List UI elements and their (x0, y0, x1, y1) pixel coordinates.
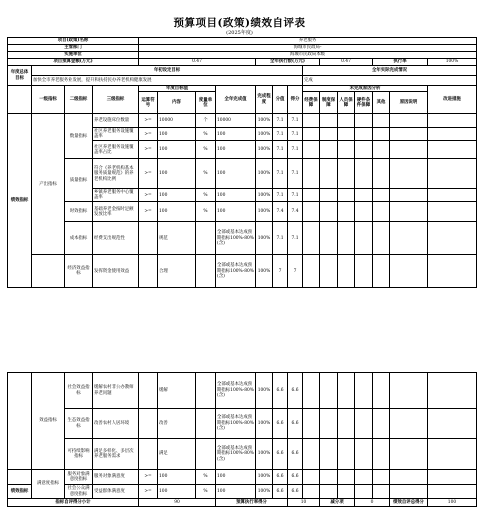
fix-cell (428, 141, 477, 159)
header-op: 运算符号 (139, 92, 158, 114)
reason-cell (390, 439, 428, 470)
level2-cell: 生态效益指标 (65, 409, 93, 439)
content-cell: 满足 (158, 439, 196, 470)
fix-cell (428, 255, 477, 288)
max-cell: 7.1 (273, 189, 288, 202)
score-cell: 7.1 (288, 222, 303, 255)
degree-cell: 100% (256, 485, 273, 499)
content-cell: 改善 (158, 409, 196, 439)
reason-cell (355, 222, 373, 255)
budget-value: 0.47 (139, 59, 256, 66)
level3-cell: 缓解农村非公办教师养老问题 (93, 373, 139, 409)
header-reason-group: 未完成原因分析 (303, 86, 428, 92)
reason-cell (338, 128, 355, 141)
reason-cell (338, 470, 355, 485)
level3-cell: 养老设施床位数量 (93, 114, 139, 128)
level2-cell: 可持续影响指标 (65, 439, 93, 470)
done-cell: 100 (216, 141, 256, 159)
reason-cell (303, 159, 320, 189)
reason-cell (390, 470, 428, 485)
header-unit: 度量单位 (196, 92, 216, 114)
op-cell: >= (139, 128, 158, 141)
reason-cell (320, 202, 338, 222)
level3-cell: 符合《养老机构基本服务质量规范》的养老机构比例 (93, 159, 139, 189)
level3-cell: 服务对象满意度 (93, 470, 139, 485)
reason-cell (373, 222, 390, 255)
year-subtitle: (2025年度) (226, 30, 253, 36)
unit-cell (196, 255, 216, 288)
degree-cell: 100% (256, 202, 273, 222)
content-cell: 100 (158, 470, 196, 485)
self-score-label: 指标自评得分小计 (8, 499, 139, 507)
level3-cell: 满足多样化、多层次养老服务需求 (93, 439, 139, 470)
degree-cell: 100% (256, 439, 273, 470)
level2-cell: 成本指标 (65, 222, 93, 255)
reason-cell (373, 202, 390, 222)
fix-cell (428, 470, 477, 485)
reason-cell (373, 141, 390, 159)
authority-label: 主管部门 (8, 45, 139, 52)
perf-indicator-label: 绩效指标 (8, 114, 32, 288)
reason-cell (338, 159, 355, 189)
level2-cell: 社会效益指标 (65, 373, 93, 409)
reason-cell (355, 409, 373, 439)
evaluation-table-continued (7, 372, 477, 507)
done-cell: 100 (216, 128, 256, 141)
done-cell: 100 (216, 202, 256, 222)
reason-cell (320, 189, 338, 202)
level2-cell: 质量指标 (65, 159, 93, 202)
reason-cell (355, 485, 373, 499)
degree-cell: 100% (256, 409, 273, 439)
reason-cell (390, 159, 428, 189)
fix-cell (428, 409, 477, 439)
done-cell: 全部或基本达成预期指标100%-80%(含) (216, 222, 256, 255)
op-cell (139, 439, 158, 470)
reason-cell (390, 141, 428, 159)
score-cell: 7.1 (288, 114, 303, 128)
reason-cell (303, 202, 320, 222)
exec-score-value: 10 (288, 499, 320, 507)
content-cell: 100 (158, 202, 196, 222)
reason-cell (320, 373, 338, 409)
deduct-label: 减分项 (320, 499, 355, 507)
reason-cell (355, 470, 373, 485)
done-cell: 10000 (216, 114, 256, 128)
table-row (8, 202, 477, 222)
degree-cell: 100% (256, 159, 273, 189)
perf-indicator-label-2: 绩效指标 (8, 485, 32, 499)
content-cell: 10000 (158, 114, 196, 128)
header-r4: 硬件条件保障 (355, 92, 373, 114)
reason-cell (338, 373, 355, 409)
header-r2: 制度保障 (320, 92, 338, 114)
level3-cell: 经费支出规范性 (93, 222, 139, 255)
done-cell: 100 (216, 159, 256, 189)
unit-cell: % (196, 141, 216, 159)
reason-cell (338, 141, 355, 159)
op-cell (139, 409, 158, 439)
degree-cell: 100% (256, 373, 273, 409)
done-cell: 100 (216, 485, 256, 499)
reason-cell (303, 439, 320, 470)
reason-cell (338, 189, 355, 202)
op-cell (139, 222, 158, 255)
reason-cell (320, 470, 338, 485)
unit-cell: % (196, 202, 216, 222)
unit-cell (196, 373, 216, 409)
reason-cell (303, 373, 320, 409)
reason-cell (338, 202, 355, 222)
score-cell: 6.6 (288, 485, 303, 499)
table-row (8, 373, 477, 409)
reason-cell (338, 255, 355, 288)
done-cell: 全部或基本达成预期指标100%-80%(含) (216, 255, 256, 288)
header-target-group: 年度目标值 (139, 86, 216, 92)
max-cell: 7 (273, 255, 288, 288)
header-fix: 改进措施 (428, 86, 477, 114)
degree-cell: 100% (256, 141, 273, 159)
score-cell: 6.6 (288, 409, 303, 439)
unit-cell (196, 409, 216, 439)
reason-cell (303, 128, 320, 141)
max-cell: 6.6 (273, 439, 288, 470)
score-cell: 7.1 (288, 189, 303, 202)
reason-cell (303, 222, 320, 255)
total-score-value: 100 (428, 499, 477, 507)
max-cell: 7.1 (273, 222, 288, 255)
reason-cell (303, 470, 320, 485)
reason-cell (373, 255, 390, 288)
op-cell (139, 373, 158, 409)
benefit-indicator-label: 效益指标 (32, 373, 65, 470)
max-cell: 7.4 (273, 202, 288, 222)
reason-cell (338, 409, 355, 439)
degree-cell: 100% (256, 114, 273, 128)
reason-cell (390, 222, 428, 255)
done-cell: 全部或基本达成预期指标100%-80%(含) (216, 409, 256, 439)
header-score: 得分 (288, 86, 303, 114)
reason-cell (303, 141, 320, 159)
degree-cell: 100% (256, 189, 273, 202)
fix-cell (428, 373, 477, 409)
annual-exec-value: 0.47 (320, 59, 373, 66)
fix-cell (428, 485, 477, 499)
budget-label: 项目预算金额(万元) (8, 59, 139, 66)
score-cell: 7 (288, 255, 303, 288)
reason-cell (320, 485, 338, 499)
op-cell: >= (139, 189, 158, 202)
reason-cell (373, 409, 390, 439)
level2-cell: 数量指标 (65, 114, 93, 159)
footer-row (8, 499, 477, 507)
max-cell: 7.1 (273, 114, 288, 128)
table-row (8, 439, 477, 470)
blank-cell (8, 373, 32, 470)
reason-cell (390, 255, 428, 288)
header-r1: 经费保障 (303, 92, 320, 114)
page-break (0, 344, 486, 372)
unit-cell: % (196, 159, 216, 189)
self-score-value: 90 (139, 499, 216, 507)
header-level2: 二级指标 (65, 86, 93, 114)
table-row (8, 255, 477, 288)
exec-score-label: 预算执行率得分 (216, 499, 288, 507)
reason-cell (373, 128, 390, 141)
unit-cell: % (196, 189, 216, 202)
reason-cell (355, 141, 373, 159)
content-cell: 100 (158, 189, 196, 202)
reason-cell (373, 373, 390, 409)
header-content: 内容 (158, 92, 196, 114)
satisfaction-indicator-label: 满意度指标 (32, 470, 65, 499)
reason-cell (303, 114, 320, 128)
content-cell: 100 (158, 159, 196, 189)
level2-cell: 时效指标 (65, 202, 93, 222)
reason-cell (390, 114, 428, 128)
done-cell: 全部或基本达成预期指标100%-80%(含) (216, 373, 256, 409)
reason-cell (320, 159, 338, 189)
output-indicator-label: 产出指标 (32, 114, 65, 255)
goal-row-label: 年度总体目标 (8, 66, 32, 86)
unit-value: 海城市民政局本级 (139, 52, 477, 59)
max-cell: 6.6 (273, 373, 288, 409)
reason-cell (390, 128, 428, 141)
op-cell (139, 255, 158, 288)
op-cell: >= (139, 114, 158, 128)
degree-cell: 100% (256, 470, 273, 485)
header-r3: 人员保障 (338, 92, 355, 114)
degree-cell: 100% (256, 222, 273, 255)
level2-cell: 经济效益指标 (65, 255, 93, 288)
reason-cell (320, 255, 338, 288)
total-score-label: 绩效自评总得分 (390, 499, 428, 507)
initial-goal-label: 年初设定目标 (32, 66, 303, 76)
max-cell: 6.6 (273, 470, 288, 485)
content-cell: 规范 (158, 222, 196, 255)
table-row (8, 114, 477, 128)
score-cell: 6.6 (288, 470, 303, 485)
unit-cell: 个 (196, 114, 216, 128)
reason-cell (355, 202, 373, 222)
reason-cell (373, 159, 390, 189)
reason-cell (320, 114, 338, 128)
reason-cell (390, 409, 428, 439)
reason-cell (303, 409, 320, 439)
op-cell: >= (139, 202, 158, 222)
level3-cell: 改善农村人居环境 (93, 409, 139, 439)
table-row (8, 485, 477, 499)
header-reason-desc: 原因说明 (390, 92, 428, 114)
score-cell: 7.1 (288, 159, 303, 189)
header-level1: 一级指标 (32, 86, 65, 114)
header-r5: 其他 (373, 92, 390, 114)
unit-cell: % (196, 470, 216, 485)
reason-cell (320, 141, 338, 159)
table-row (8, 409, 477, 439)
actual-goal-text: 完成 (303, 76, 477, 86)
degree-cell: 100% (256, 128, 273, 141)
max-cell: 6.6 (273, 409, 288, 439)
reason-cell (355, 373, 373, 409)
reason-cell (355, 439, 373, 470)
content-cell: 100 (158, 128, 196, 141)
score-cell: 7.1 (288, 141, 303, 159)
reason-cell (355, 159, 373, 189)
reason-cell (373, 439, 390, 470)
unit-cell (196, 439, 216, 470)
content-cell: 100 (158, 141, 196, 159)
fix-cell (428, 114, 477, 128)
reason-cell (338, 114, 355, 128)
reason-cell (338, 222, 355, 255)
reason-cell (320, 128, 338, 141)
actual-goal-label: 全年实际完成情况 (303, 66, 477, 76)
score-cell: 6.6 (288, 439, 303, 470)
reason-cell (320, 222, 338, 255)
fix-cell (428, 439, 477, 470)
header-degree: 完成程度 (256, 86, 273, 114)
op-cell: >= (139, 141, 158, 159)
reason-cell (303, 255, 320, 288)
score-cell: 6.6 (288, 373, 303, 409)
header-level3: 三级指标 (93, 86, 139, 114)
reason-cell (390, 485, 428, 499)
table-row (8, 222, 477, 255)
max-cell: 7.1 (273, 159, 288, 189)
reason-cell (373, 114, 390, 128)
initial-goal-text: 加快全市养老服务业发展，提升和扶持民办养老机构健康发展 (32, 76, 303, 86)
done-cell: 全部或基本达成预期指标100%-80%(含) (216, 439, 256, 470)
reason-cell (390, 373, 428, 409)
level3-cell: 基础养老金按时足额发放比率 (93, 202, 139, 222)
reason-cell (373, 470, 390, 485)
fix-cell (428, 128, 477, 141)
op-cell: >= (139, 159, 158, 189)
authority-value: 海城市民政局- (139, 45, 477, 52)
level3-cell: 发挥资金使用效益 (93, 255, 139, 288)
reason-cell (303, 189, 320, 202)
level3-cell: 乡镇养老服务中心覆盖率 (93, 189, 139, 202)
page-title: 预算项目(政策)绩效自评表 (173, 17, 306, 29)
max-cell: 6.6 (273, 485, 288, 499)
exec-rate-value: 100% (428, 59, 477, 66)
reason-cell (303, 485, 320, 499)
unit-cell (196, 222, 216, 255)
level3-cell: 社区养老服务设施覆盖率 (93, 128, 139, 141)
score-cell: 7.1 (288, 128, 303, 141)
reason-cell (373, 485, 390, 499)
project-name-value: 养老服务 (139, 38, 477, 45)
reason-cell (373, 189, 390, 202)
max-cell: 7.1 (273, 141, 288, 159)
fix-cell (428, 202, 477, 222)
reason-cell (338, 485, 355, 499)
reason-cell (338, 439, 355, 470)
content-cell: 100 (158, 485, 196, 499)
evaluation-table (7, 37, 477, 288)
empty-header (8, 86, 32, 114)
degree-cell: 100% (256, 255, 273, 288)
blank-cell (8, 470, 32, 485)
max-cell: 7.1 (273, 128, 288, 141)
unit-cell: % (196, 485, 216, 499)
header-score-max: 分值 (273, 86, 288, 114)
deduct-value: 0 (355, 499, 390, 507)
reason-cell (355, 128, 373, 141)
unit-cell: % (196, 128, 216, 141)
fix-cell (428, 159, 477, 189)
reason-cell (320, 409, 338, 439)
done-cell: 100 (216, 189, 256, 202)
reason-cell (355, 114, 373, 128)
project-name-label: 项目(政策)名称 (8, 38, 139, 45)
level1-cell (32, 255, 65, 288)
op-cell: >= (139, 485, 158, 499)
level3-cell: 受益群体满意度 (93, 485, 139, 499)
fix-cell (428, 189, 477, 202)
exec-rate-label: 执行率 (373, 59, 428, 66)
reason-cell (355, 255, 373, 288)
reason-cell (390, 189, 428, 202)
table-row (8, 159, 477, 189)
header-completion: 全年完成值 (216, 86, 256, 114)
level2-cell: 服务对象满意度指标 (65, 470, 93, 485)
annual-exec-label: 全年执行数(万元) (256, 59, 320, 66)
unit-label: 实施单位 (8, 52, 139, 59)
reason-cell (320, 439, 338, 470)
reason-cell (355, 189, 373, 202)
table-row (8, 470, 477, 485)
content-cell: 缓解 (158, 373, 196, 409)
level2-cell: 社会公众满意度指标 (65, 485, 93, 499)
score-cell: 7.4 (288, 202, 303, 222)
level3-cell: 社区养老服务设施覆盖率占比 (93, 141, 139, 159)
content-cell: 合理 (158, 255, 196, 288)
fix-cell (428, 222, 477, 255)
reason-cell (390, 202, 428, 222)
done-cell: 100 (216, 470, 256, 485)
op-cell: >= (139, 470, 158, 485)
